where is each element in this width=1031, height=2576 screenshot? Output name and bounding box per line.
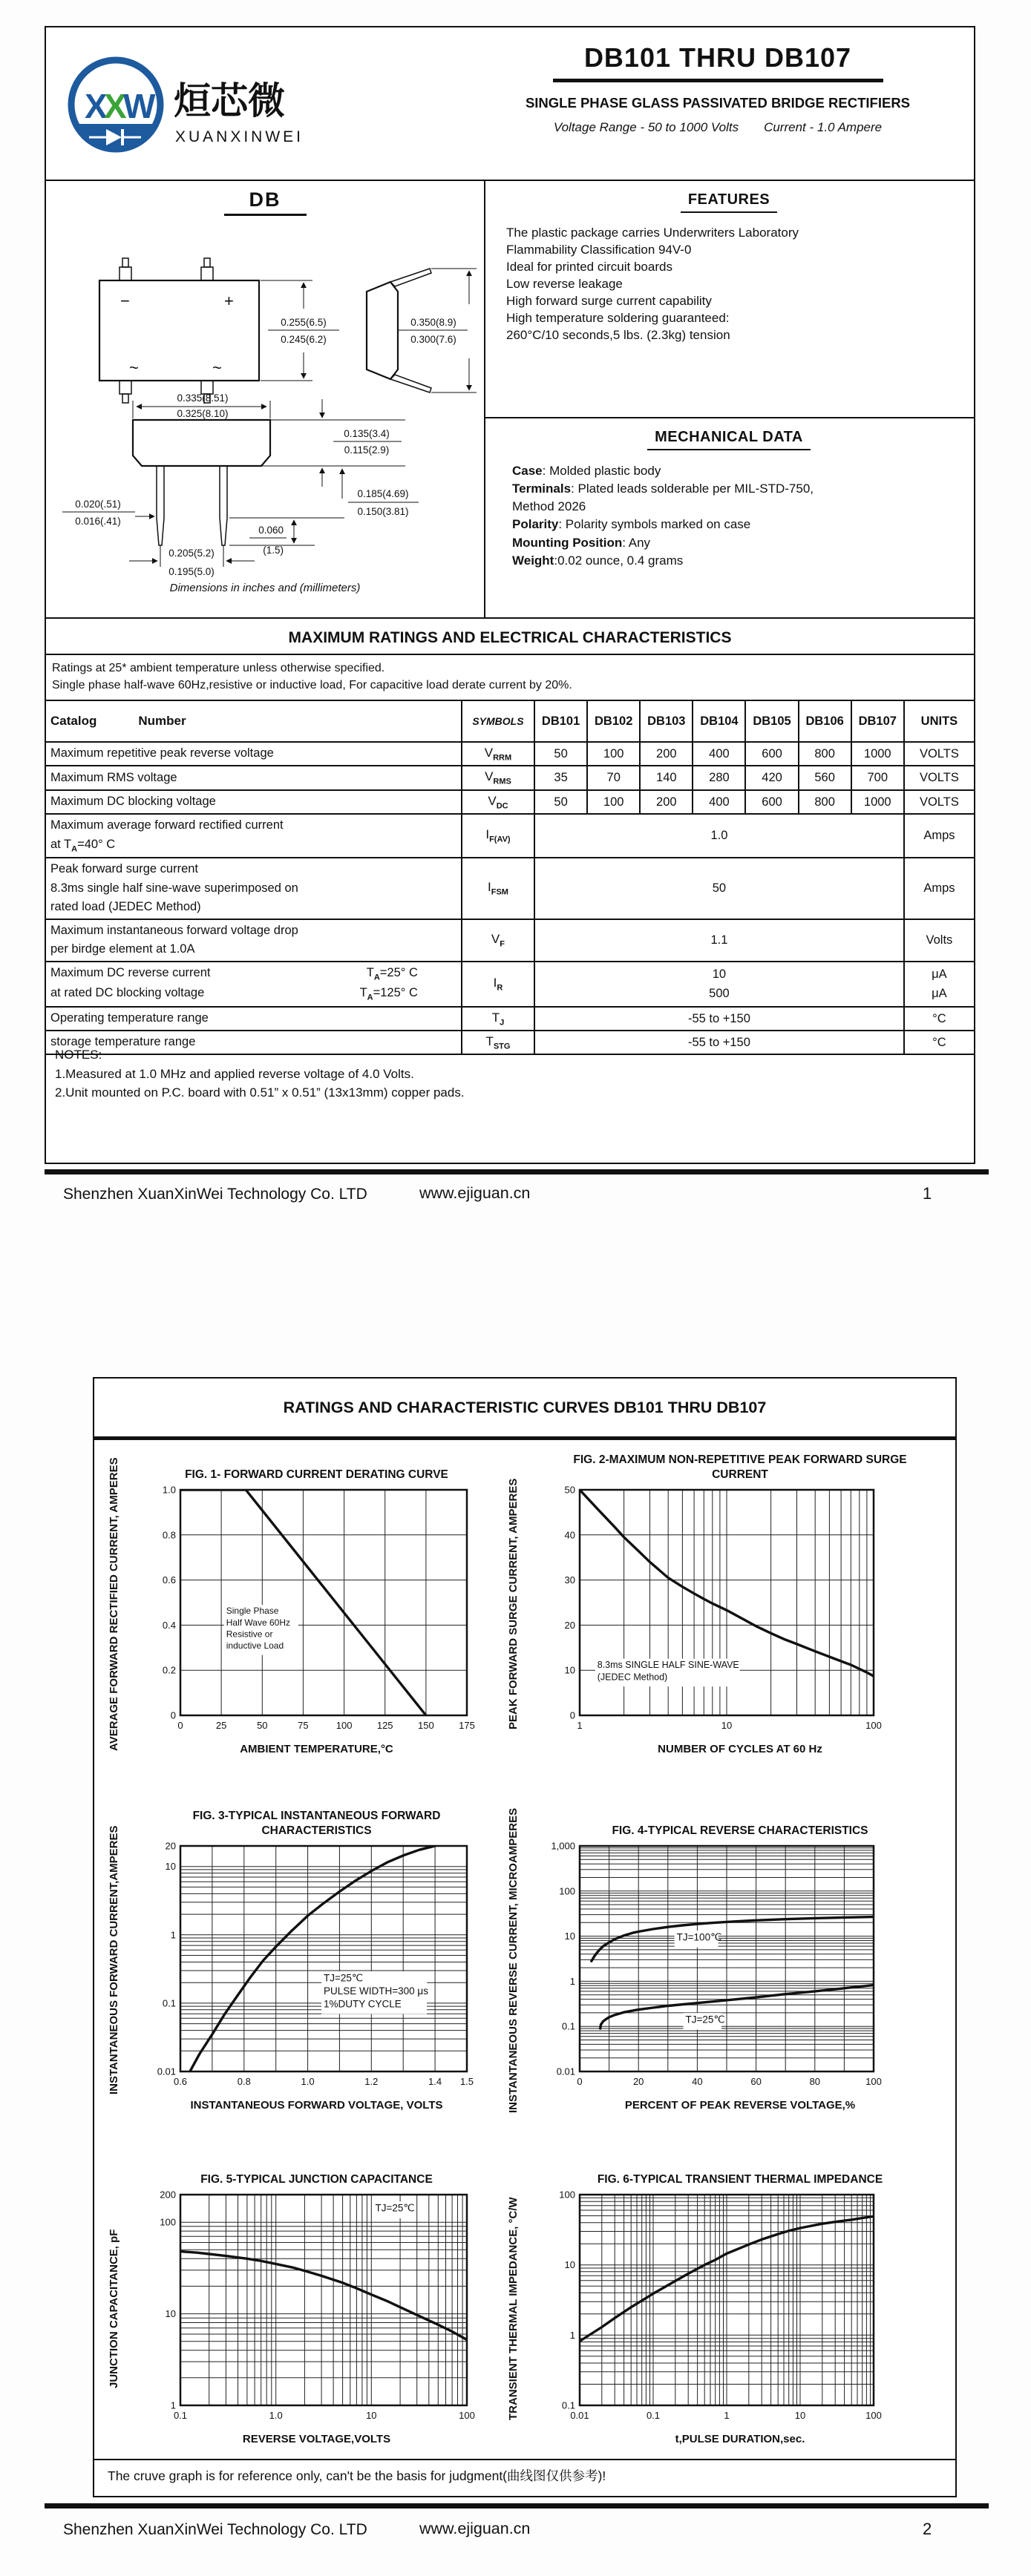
logo-letter-3: W: [123, 87, 156, 125]
svg-text:0.6: 0.6: [162, 1574, 176, 1586]
svg-text:1.4: 1.4: [428, 2076, 442, 2087]
svg-text:20: 20: [564, 1619, 575, 1631]
fig3-x-axis-label: INSTANTANEOUS FORWARD VOLTAGE, VOLTS: [190, 2099, 443, 2112]
datasheet-page-2: [93, 1377, 957, 2497]
svg-text:20: 20: [632, 2076, 644, 2087]
polarity-plus: +: [224, 292, 234, 310]
fig5-y-axis-label: JUNCTION CAPACITANCE, pF: [108, 2229, 120, 2389]
page-title: DB101 THRU DB107: [583, 42, 852, 73]
svg-text:0.6: 0.6: [173, 2076, 188, 2087]
ratings-note-2: Single phase half-wave 60Hz,resistive or inductive load, For capacitive load derate current by 20%.: [52, 679, 572, 692]
header-catalog-number: Catalog Number: [45, 700, 462, 742]
dim-lead-width-max: 0.020(.51): [75, 499, 121, 510]
package-name: DB: [46, 188, 484, 216]
svg-text:200: 200: [160, 2189, 176, 2201]
footer-page-number-2: 2: [923, 2520, 932, 2538]
ratings-note-1: Ratings at 25* ambient temperature unless otherwise specified.: [52, 662, 385, 674]
svg-text:0.4: 0.4: [162, 1619, 176, 1631]
dim-lead-shoulder-min: 0.150(3.81): [357, 506, 409, 517]
svg-text:75: 75: [298, 1720, 309, 1731]
fig1-x-axis-label: AMBIENT TEMPERATURE,°C: [240, 1743, 393, 1755]
svg-text:0: 0: [569, 1709, 575, 1721]
polarity-minus: −: [120, 292, 130, 310]
svg-text:100: 100: [160, 2216, 176, 2228]
fig6-title: FIG. 6-TYPICAL TRANSIENT THERMAL IMPEDANCE: [597, 2172, 883, 2186]
svg-text:25: 25: [215, 1720, 227, 1731]
feature-line: Low reverse leakage: [506, 276, 623, 291]
table-row: Maximum DC blocking voltage $V_{DC}$ 50 100 200 400 600 800 1000 VOLTS: [45, 790, 975, 814]
mechanical-line: Terminals: Plated leads solderable per MIL-STD-750,: [512, 482, 814, 496]
mechanical-title: MECHANICAL DATA: [484, 429, 974, 450]
svg-text:60: 60: [750, 2076, 762, 2087]
notes-list: [55, 1065, 465, 1103]
svg-text:1: 1: [170, 2399, 176, 2411]
fig4-y-axis-label: INSTANTANEOUS REVERSE CURRENT, MICROAMPERES: [507, 1807, 520, 2113]
dim-body-height-max: 0.255(6.5): [281, 317, 327, 328]
dim-lead-width-min: 0.016(.41): [75, 516, 121, 527]
mechanical-line: Method 2026: [512, 499, 586, 514]
dim-base-thickness-max: 0.135(3.4): [344, 428, 390, 439]
svg-text:175: 175: [459, 1720, 475, 1731]
svg-text:100: 100: [459, 2410, 475, 2421]
svg-text:0: 0: [170, 1709, 176, 1721]
svg-text:TJ=25℃PULSE WIDTH=300 μs1%DUTY: TJ=25℃ PULSE WIDTH=300 μs 1%DUTY CYCLE: [324, 1972, 428, 2010]
svg-text:1.0: 1.0: [269, 2410, 283, 2421]
svg-text:0.2: 0.2: [162, 1664, 176, 1676]
svg-text:1: 1: [569, 1975, 575, 1987]
fig4-plot: [543, 1839, 884, 2091]
title-block: [462, 42, 974, 135]
logo-letter-2: X: [104, 87, 127, 125]
footer-company-1: Shenzhen XuanXinWei Technology Co. LTD: [63, 1186, 367, 1203]
svg-text:100: 100: [559, 2189, 575, 2201]
svg-text:0.1: 0.1: [561, 2020, 575, 2032]
svg-text:8.3ms SINGLE HALF SINE-WAVE(JE: 8.3ms SINGLE HALF SINE-WAVE (JEDEC Method): [597, 1660, 739, 1683]
dim-lead-tip-mm: (1.5): [263, 545, 284, 556]
ratings-table: [45, 700, 975, 1055]
svg-text:TJ=25℃: TJ=25℃: [685, 2014, 725, 2025]
dim-side-height-min: 0.300(7.6): [410, 334, 456, 345]
svg-text:100: 100: [336, 1720, 353, 1731]
voltage-range: Voltage Range - 50 to 1000 Volts: [553, 120, 739, 134]
footer-website-2: www.ejiguan.cn: [419, 2520, 531, 2537]
svg-text:0.1: 0.1: [646, 2410, 661, 2421]
features-title: FEATURES: [484, 191, 974, 213]
title-underline: [553, 79, 883, 82]
notes-section: [55, 1045, 465, 1103]
fig5-plot: [143, 2187, 477, 2425]
table-row: Maximum DC reverse current $T_A=25^\circ$ C at rated DC blocking voltage $T_A=125^\circ$ C $I_R$ 10 500 μA μA: [45, 962, 975, 1007]
doc-tagline: [462, 120, 974, 135]
notes-title: NOTES:: [55, 1048, 102, 1062]
fig2-peak-forward-surge-current: [507, 1448, 937, 1760]
table-row: Maximum RMS voltage $V_{RMS}$ 35 70 140 280 420 560 700 VOLTS: [45, 766, 975, 789]
svg-text:1: 1: [170, 1929, 176, 1941]
fig4-typical-reverse-characteristics: [507, 1804, 937, 2116]
svg-text:40: 40: [692, 2076, 703, 2087]
front-view: [99, 258, 339, 403]
curves-section-title: RATINGS AND CHARACTERISTIC CURVES DB101 THRU DB107: [94, 1379, 955, 1440]
table-row: Maximum average forward rectified current at $T_A=40^\circ$ C $I_{F(AV)}$ 1.0 Amps: [45, 814, 975, 858]
feature-line: Ideal for printed circuit boards: [506, 259, 672, 274]
svg-text:0: 0: [177, 1720, 183, 1731]
header-db107: DB107: [851, 700, 904, 742]
fig5-x-axis-label: REVERSE VOLTAGE,VOLTS: [242, 2433, 391, 2445]
svg-text:0.01: 0.01: [157, 2066, 176, 2077]
mechanical-line: Case: Molded plastic body: [512, 464, 661, 478]
svg-text:0.8: 0.8: [237, 2076, 251, 2087]
svg-text:10: 10: [564, 2259, 575, 2271]
dim-lead-tip-inch: 0.060: [258, 525, 284, 536]
dim-side-height-max: 0.350(8.9): [410, 317, 456, 328]
feature-line: High temperature soldering guaranteed:: [506, 310, 730, 325]
dim-lead-pitch-max: 0.205(5.2): [168, 548, 215, 559]
fig3-title: FIG. 3-TYPICAL INSTANTANEOUS FORWARD CHARACTERISTICS: [192, 1809, 441, 1837]
fig2-x-axis-label: NUMBER OF CYCLES AT 60 Hz: [658, 1743, 822, 1755]
svg-text:0.1: 0.1: [162, 1997, 176, 2009]
fig4-x-axis-label: PERCENT OF PEAK REVERSE VOLTAGE,%: [624, 2099, 856, 2112]
bottom-view: [62, 392, 419, 577]
footer-company-2: Shenzhen XuanXinWei Technology Co. LTD: [63, 2521, 367, 2538]
fig2-plot: [543, 1482, 884, 1735]
svg-text:125: 125: [376, 1720, 393, 1731]
brand-chinese: 烜芯微: [174, 80, 285, 122]
header-db106: DB106: [799, 700, 851, 742]
svg-text:10: 10: [366, 2410, 377, 2421]
header-units: UNITS: [904, 700, 975, 742]
ratings-conditions: [52, 660, 572, 694]
fig1-title: FIG. 1- FORWARD CURRENT DERATING CURVE: [185, 1468, 448, 1481]
datasheet-page-1: [45, 26, 975, 1164]
fig1-forward-current-derating-curve: [108, 1448, 490, 1760]
features-list: [506, 225, 974, 344]
mechanical-line: Mounting Position: Any: [512, 535, 651, 550]
ratings-section-title: MAXIMUM RATINGS AND ELECTRICAL CHARACTERISTICS: [46, 617, 974, 655]
svg-text:1: 1: [577, 1720, 583, 1731]
ac-mark-1: ~: [129, 358, 139, 377]
fig4-title: FIG. 4-TYPICAL REVERSE CHARACTERISTICS: [612, 1824, 868, 1837]
svg-text:TJ=25℃: TJ=25℃: [375, 2202, 415, 2214]
package-drawing-section: [46, 180, 484, 617]
table-row: Operating temperature range $T_J$ -55 to +150 °C: [45, 1007, 975, 1031]
features-section: [484, 180, 974, 417]
svg-text:1.5: 1.5: [459, 2076, 474, 2087]
header-db105: DB105: [745, 700, 798, 742]
svg-text:20: 20: [165, 1840, 176, 1852]
table-row: storage temperature range $T_{STG}$ -55 to +150 °C: [45, 1031, 975, 1054]
dim-lead-shoulder-max: 0.185(4.69): [357, 488, 409, 499]
svg-text:10: 10: [564, 1664, 575, 1676]
header-symbols: SYMBOLS: [462, 700, 534, 742]
fig3-y-axis-label: INSTANTANEOUS FORWARD CURRENT,AMPERES: [108, 1825, 120, 2095]
svg-text:80: 80: [809, 2076, 821, 2087]
svg-text:150: 150: [418, 1720, 434, 1731]
svg-text:0.01: 0.01: [570, 2410, 589, 2421]
svg-text:100: 100: [865, 2076, 882, 2087]
table-header-row: [45, 700, 975, 742]
mechanical-list: [512, 462, 974, 570]
svg-text:100: 100: [865, 2410, 882, 2421]
svg-text:10: 10: [165, 2308, 176, 2320]
header-db101: DB101: [534, 700, 587, 742]
feature-line: The plastic package carries Underwriters Laboratory: [506, 226, 799, 240]
fig6-transient-thermal-impedance: [507, 2153, 937, 2465]
svg-text:1,000: 1,000: [551, 1840, 575, 1852]
logo-graphic: [62, 51, 411, 162]
fig1-y-axis-label: AVERAGE FORWARD RECTIFIED CURRENT, AMPERES: [108, 1457, 120, 1751]
fig6-plot: [543, 2187, 884, 2425]
svg-text:Single PhaseHalf Wave 60HzResi: Single Phase Half Wave 60Hz Resistive or inductive Load: [226, 1606, 291, 1651]
header-db103: DB103: [640, 700, 693, 742]
note-line: 2.Unit mounted on P.C. board with 0.51” x 0.51” (13x13mm) copper pads.: [55, 1085, 465, 1100]
svg-text:0: 0: [577, 2076, 583, 2087]
fig3-plot: [143, 1839, 477, 2091]
dim-body-height-min: 0.245(6.2): [281, 334, 327, 345]
company-logo: [62, 51, 411, 166]
mechanical-line: Polarity: Polarity symbols marked on case: [512, 517, 751, 532]
header-db102: DB102: [587, 700, 640, 742]
header-db104: DB104: [693, 700, 745, 742]
svg-text:TJ=100℃: TJ=100℃: [676, 1931, 722, 1943]
footer-rule-1: [45, 1169, 989, 1174]
dim-base-thickness-min: 0.115(2.9): [344, 444, 390, 456]
table-row: Maximum instantaneous forward voltage drop per birdge element at 1.0A $V_F$ 1.1 Volts: [45, 919, 975, 962]
footer-website-1: www.ejiguan.cn: [419, 1184, 531, 1202]
logo-letter-1: X: [85, 87, 108, 125]
svg-text:50: 50: [257, 1720, 268, 1731]
dim-body-width-max: 0.335(8.51): [177, 392, 229, 404]
fig5-title: FIG. 5-TYPICAL JUNCTION CAPACITANCE: [200, 2172, 433, 2186]
table-row: Maximum repetitive peak reverse voltage $V_{RRM}$ 50 100 200 400 600 800 1000 VOLTS: [45, 742, 975, 766]
svg-text:100: 100: [559, 1885, 575, 1897]
footer-rule-2: [45, 2503, 989, 2508]
feature-line: High forward surge current capability: [506, 293, 712, 308]
svg-text:0.1: 0.1: [173, 2410, 188, 2421]
svg-text:40: 40: [564, 1529, 575, 1541]
svg-text:1: 1: [569, 2329, 575, 2341]
fig3-instantaneous-forward-characteristics: [108, 1804, 490, 2116]
ac-mark-2: ~: [212, 358, 222, 377]
fig6-y-axis-label: TRANSIENT THERMAL IMPEDANCE, °C/W: [507, 2197, 520, 2421]
svg-text:1: 1: [724, 2410, 730, 2421]
fig6-x-axis-label: t,PULSE DURATION,sec.: [675, 2433, 805, 2445]
svg-text:0.8: 0.8: [162, 1529, 176, 1541]
table-row: Peak forward surge current 8.3ms single half sine-wave superimposed on rated load (JEDEC Method) $I_{FSM}$ 50 Amps: [45, 858, 975, 919]
note-line: 1.Measured at 1.0 MHz and applied reverse voltage of 4.0 Volts.: [55, 1066, 414, 1081]
svg-text:0.01: 0.01: [556, 2066, 575, 2077]
svg-text:30: 30: [564, 1574, 575, 1586]
svg-text:100: 100: [865, 1720, 882, 1731]
svg-text:0.1: 0.1: [561, 2399, 575, 2411]
svg-text:10: 10: [721, 1720, 733, 1731]
svg-text:10: 10: [564, 1931, 575, 1942]
dim-lead-pitch-min: 0.195(5.0): [168, 566, 215, 577]
package-caption: Dimensions in inches and (millimeters): [169, 582, 361, 594]
brand-english: XUANXINWEI: [175, 128, 304, 145]
mechanical-line: Weight:0.02 ounce, 0.4 grams: [512, 553, 684, 568]
feature-line: Flammability Classification 94V-0: [506, 242, 692, 257]
fig5-typical-junction-capacitance: [108, 2153, 490, 2465]
svg-text:10: 10: [165, 1861, 176, 1873]
curves-disclaimer: The cruve graph is for reference only, can't be the basis for judgment(曲线图仅供参考)!: [94, 2459, 955, 2493]
dim-body-width-min: 0.325(8.10): [177, 408, 229, 419]
svg-text:1.2: 1.2: [364, 2076, 379, 2087]
svg-text:50: 50: [564, 1484, 575, 1496]
fig1-plot: [143, 1482, 477, 1735]
svg-text:1.0: 1.0: [162, 1484, 176, 1496]
fig2-title: FIG. 2-MAXIMUM NON-REPETITIVE PEAK FORWARD SURGE CURRENT: [573, 1453, 907, 1481]
svg-text:10: 10: [794, 2410, 806, 2421]
package-dimension-drawing: [48, 221, 481, 582]
doc-subtitle: SINGLE PHASE GLASS PASSIVATED BRIDGE RECTIFIERS: [525, 95, 911, 111]
side-view: [367, 269, 477, 392]
current-rating: Current - 1.0 Ampere: [764, 120, 883, 134]
feature-line: 260°C/10 seconds,5 lbs. (2.3kg) tension: [506, 327, 730, 342]
mechanical-data-section: [484, 417, 974, 617]
fig2-y-axis-label: PEAK FORWARD SURGE CURRENT, AMPERES: [507, 1478, 520, 1730]
svg-text:1.0: 1.0: [301, 2076, 315, 2087]
footer-page-number-1: 1: [923, 1184, 932, 1203]
